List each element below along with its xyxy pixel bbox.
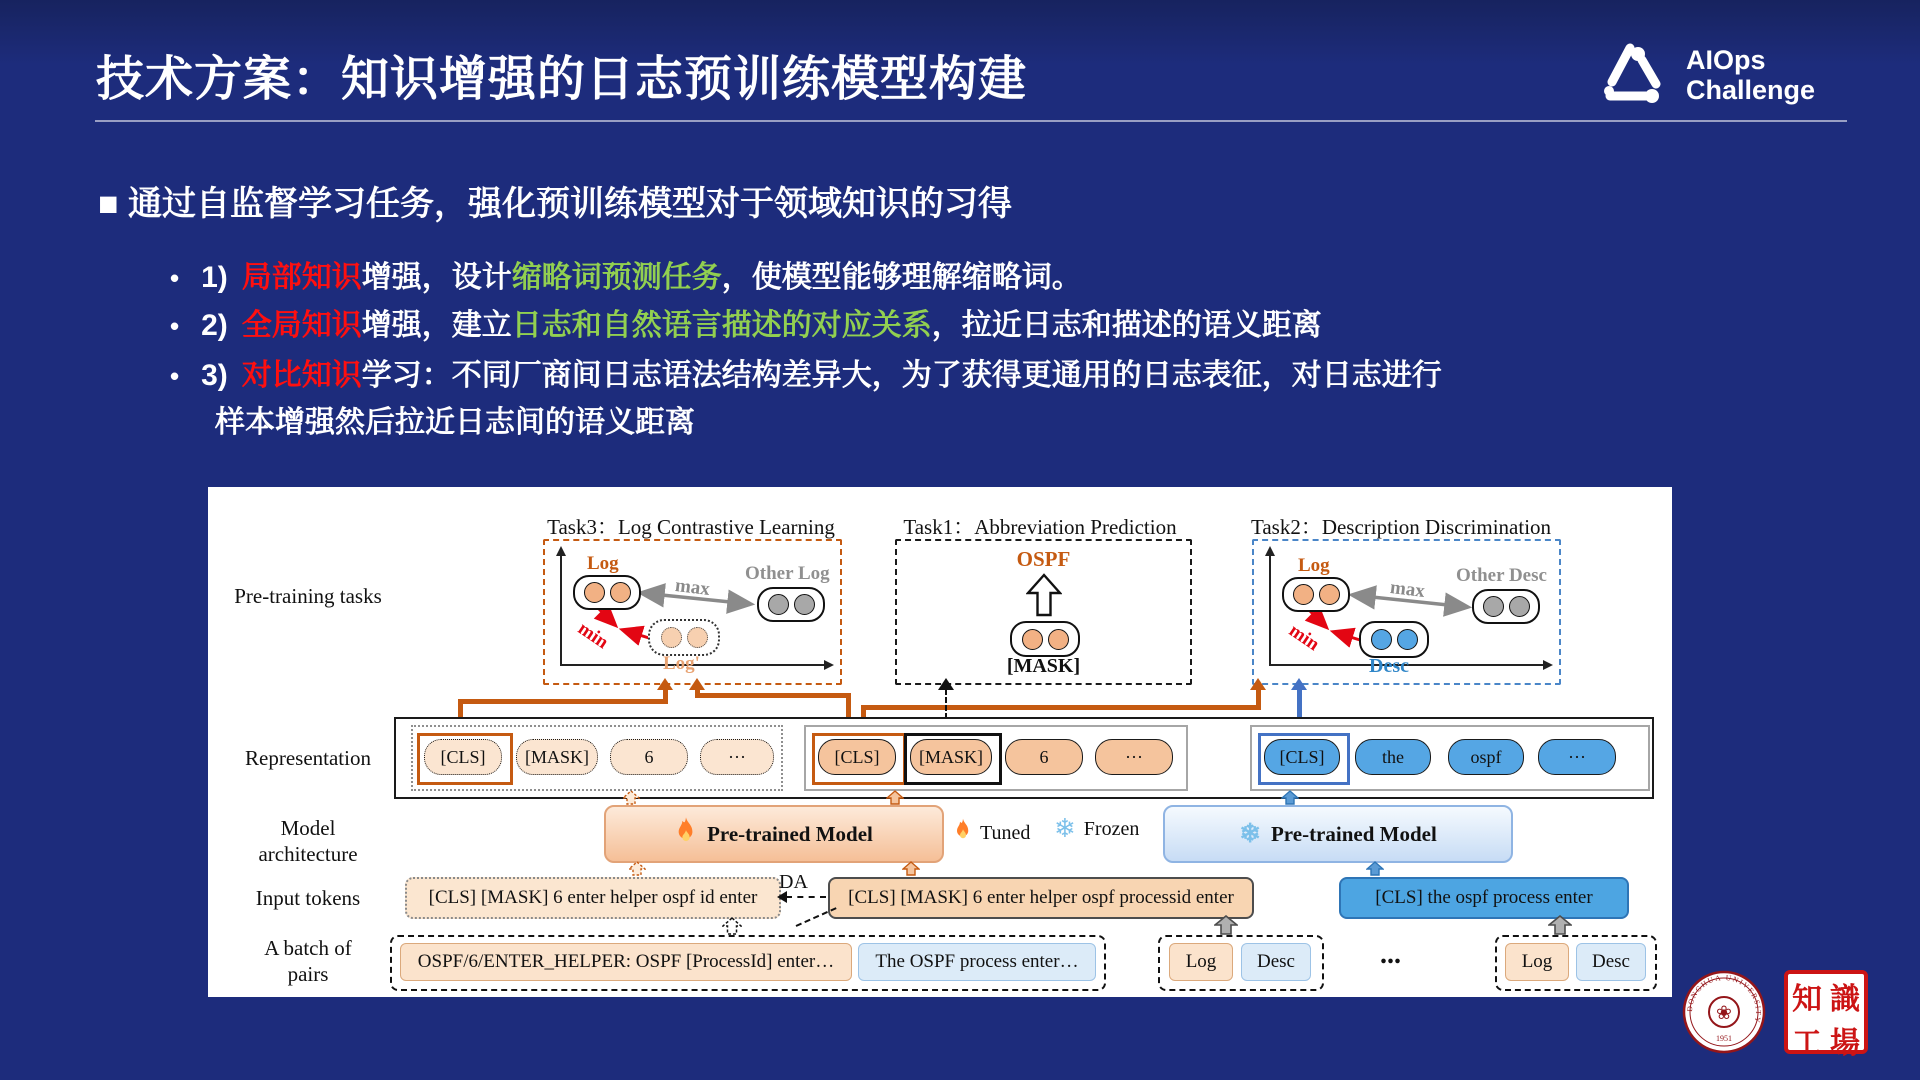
connector-mask-to-task1 bbox=[945, 689, 947, 719]
flame-icon bbox=[675, 817, 697, 851]
square-bullet-icon: ■ bbox=[98, 185, 128, 223]
task2-min-label: min bbox=[1285, 620, 1324, 656]
task3-other-log-pill bbox=[757, 587, 825, 622]
orange-arrowhead-icon bbox=[657, 678, 673, 690]
stamp-char: 場 bbox=[1830, 1027, 1860, 1060]
data-augmentation-label: DA bbox=[779, 871, 808, 893]
connector-cls-to-task3 bbox=[663, 689, 668, 701]
task2-log-pill bbox=[1282, 577, 1350, 612]
token-pill: [CLS] bbox=[1264, 739, 1340, 775]
task1-prediction-label: OSPF bbox=[1016, 547, 1071, 571]
task2-desc-pill bbox=[1359, 621, 1429, 658]
dotted-orange-arrow-icon bbox=[622, 790, 640, 805]
orange-arrow-icon bbox=[886, 790, 904, 805]
snowflake-icon: ❄ bbox=[1054, 814, 1076, 843]
task2-max-label: max bbox=[1388, 576, 1427, 603]
blue-arrow-icon bbox=[1281, 790, 1299, 805]
embedding-dot-icon bbox=[1048, 629, 1069, 650]
task2-other-desc-pill bbox=[1472, 589, 1540, 624]
embedding-dot-icon bbox=[1371, 629, 1392, 650]
task3-augmented-log-pill bbox=[648, 619, 720, 656]
batch-ellipsis: ... bbox=[1380, 939, 1401, 970]
stamp-char: 識 bbox=[1830, 983, 1860, 1016]
connector-midcls-to-task3 bbox=[695, 689, 700, 697]
title-divider bbox=[95, 120, 1847, 122]
embedding-dot-icon bbox=[1509, 596, 1530, 617]
aiops-triangle-icon bbox=[1600, 42, 1672, 109]
gray-up-arrow-icon bbox=[1214, 915, 1238, 935]
token-pill: [MASK] bbox=[910, 739, 992, 775]
bullet-item-2: • 2) 全局知识增强，建立日志和自然语言描述的对应关系，拉近日志和描述的语义距离 bbox=[170, 309, 1322, 342]
task1-label: Task1：Abbreviation Prediction bbox=[903, 515, 1177, 539]
architecture-diagram bbox=[208, 487, 1672, 997]
task3-augmented-log-label: Log' bbox=[663, 653, 700, 674]
token-pill: 6 bbox=[610, 739, 688, 775]
embedding-dot-icon bbox=[1397, 629, 1418, 650]
task3-log-pill bbox=[573, 575, 641, 610]
task1-mask-label: [MASK] bbox=[1006, 655, 1081, 677]
gray-up-arrow-icon bbox=[1548, 915, 1572, 935]
connector-cls-to-task3 bbox=[458, 699, 668, 704]
batch-desc-chip: Desc bbox=[1241, 943, 1311, 981]
page-title: 技术方案：知识增强的日志预训练模型构建 bbox=[96, 53, 1028, 106]
dot-bullet-icon: • bbox=[170, 361, 180, 391]
token-pill: ··· bbox=[1538, 739, 1616, 775]
task2-other-desc-label: Other Desc bbox=[1456, 565, 1547, 586]
orange-arrowhead-icon bbox=[689, 678, 705, 690]
da-dashed-line bbox=[786, 896, 826, 898]
bullet-item-3-line2: 样本增强然后拉近日志间的语义距离 bbox=[215, 406, 695, 439]
stamp-char: 知 bbox=[1792, 983, 1822, 1016]
aiops-challenge-logo bbox=[1600, 42, 1815, 109]
token-pill: the bbox=[1355, 739, 1431, 775]
dashed-up-arrow-icon bbox=[722, 917, 742, 935]
task2-box bbox=[1252, 539, 1561, 685]
token-pill: ··· bbox=[1095, 739, 1173, 775]
task3-other-log-label: Other Log bbox=[745, 563, 830, 584]
connector-midcls-to-task2 bbox=[861, 705, 1261, 710]
pretrained-model-tuned: Pre-trained Model bbox=[604, 805, 944, 863]
token-pill: ospf bbox=[1448, 739, 1524, 775]
embedding-dot-icon bbox=[1293, 584, 1314, 605]
task3-log-label: Log bbox=[587, 553, 619, 574]
batch-log-sample: OSPF/6/ENTER_HELPER: OSPF [ProcessId] enter… bbox=[400, 943, 852, 981]
token-pill: ··· bbox=[700, 739, 774, 775]
batch-desc-chip: Desc bbox=[1576, 943, 1646, 981]
legend-frozen: ❄ Frozen bbox=[1054, 814, 1140, 843]
embedding-dot-icon bbox=[1022, 629, 1043, 650]
row-label-pretraining-tasks: Pre-training tasks bbox=[234, 584, 382, 608]
task2-label: Task2：Description Discrimination bbox=[1250, 515, 1552, 539]
bullet-item-1: • 1) 局部知识增强，设计缩略词预测任务，使模型能够理解缩略词。 bbox=[170, 261, 1082, 294]
task2-log-label: Log bbox=[1298, 555, 1330, 576]
task3-min-label: min bbox=[574, 618, 613, 654]
black-arrowhead-icon bbox=[938, 678, 954, 690]
embedding-dot-icon bbox=[768, 594, 789, 615]
embedding-dot-icon bbox=[1319, 584, 1340, 605]
logo-text-line1: AIOps bbox=[1685, 44, 1766, 75]
flame-icon bbox=[954, 818, 972, 848]
embedding-dot-icon bbox=[584, 582, 605, 603]
dot-bullet-icon: • bbox=[170, 263, 180, 293]
task2-desc-label: Desc bbox=[1369, 655, 1409, 677]
blue-arrowhead-icon bbox=[1291, 678, 1307, 690]
embedding-dot-icon bbox=[610, 582, 631, 603]
pretrained-model-frozen: ❄ Pre-trained Model bbox=[1163, 805, 1513, 863]
embedding-dot-icon bbox=[794, 594, 815, 615]
connector-midcls-to-task3 bbox=[695, 693, 851, 698]
seal-year: 1951 bbox=[1716, 1034, 1732, 1043]
seal-flower-icon: ❀ bbox=[1716, 1003, 1732, 1024]
left-arrowhead-icon bbox=[777, 891, 787, 903]
input-tokens-desc: [CLS] the ospf process enter bbox=[1339, 877, 1629, 919]
dotted-orange-arrow-icon bbox=[628, 861, 646, 876]
batch-log-chip: Log bbox=[1169, 943, 1233, 981]
embedding-dot-icon bbox=[1483, 596, 1504, 617]
row-label-model-architecture: Model architecture bbox=[258, 816, 358, 867]
input-tokens-augmented: [CLS] [MASK] 6 enter helper ospf id enter bbox=[405, 877, 781, 919]
connector-midcls-to-task2 bbox=[1256, 689, 1261, 707]
stamp-char: 工 bbox=[1792, 1027, 1822, 1060]
blue-arrow-icon bbox=[1366, 861, 1384, 876]
batch-desc-sample: The OSPF process enter… bbox=[858, 943, 1096, 981]
task1-box bbox=[895, 539, 1192, 685]
snowflake-icon: ❄ bbox=[1239, 819, 1261, 848]
task3-label: Task3：Log Contrastive Learning bbox=[547, 515, 835, 539]
task1-mask-pill bbox=[1010, 621, 1080, 657]
task3-max-label: max bbox=[673, 574, 712, 601]
row-label-representation: Representation bbox=[245, 746, 371, 770]
bullet-item-3: • 3) 对比知识学习：不同厂商间日志语法结构差异大，为了获得更通用的日志表征，对日志进行 bbox=[170, 359, 1442, 392]
dot-bullet-icon: • bbox=[170, 311, 180, 341]
batch-log-chip: Log bbox=[1505, 943, 1569, 981]
token-pill: [MASK] bbox=[516, 739, 598, 775]
orange-arrow-icon bbox=[902, 861, 920, 876]
orange-arrowhead-icon bbox=[1250, 678, 1266, 690]
bullet-main: ■ 通过自监督学习任务，强化预训练模型对于领域知识的习得 bbox=[98, 185, 1012, 223]
seal-ring-text: DONGHUA UNIVERSITY bbox=[1684, 972, 1764, 1025]
logo-text-line2: Challenge bbox=[1685, 74, 1815, 105]
knowledge-works-logo bbox=[1784, 970, 1868, 1060]
university-seal-logo bbox=[1682, 970, 1766, 1059]
input-tokens-log: [CLS] [MASK] 6 enter helper ospf processid enter bbox=[828, 877, 1254, 919]
embedding-dot-icon bbox=[687, 627, 708, 648]
row-label-batch-of-pairs: A batch of pairs bbox=[264, 936, 352, 987]
task3-box bbox=[543, 539, 842, 685]
token-pill: [CLS] bbox=[424, 739, 502, 775]
row-label-input-tokens: Input tokens bbox=[255, 886, 361, 910]
hollow-up-arrow-icon bbox=[1026, 573, 1062, 617]
embedding-dot-icon bbox=[661, 627, 682, 648]
token-pill: 6 bbox=[1005, 739, 1083, 775]
token-pill: [CLS] bbox=[818, 739, 896, 775]
legend-tuned: Tuned bbox=[954, 818, 1030, 848]
